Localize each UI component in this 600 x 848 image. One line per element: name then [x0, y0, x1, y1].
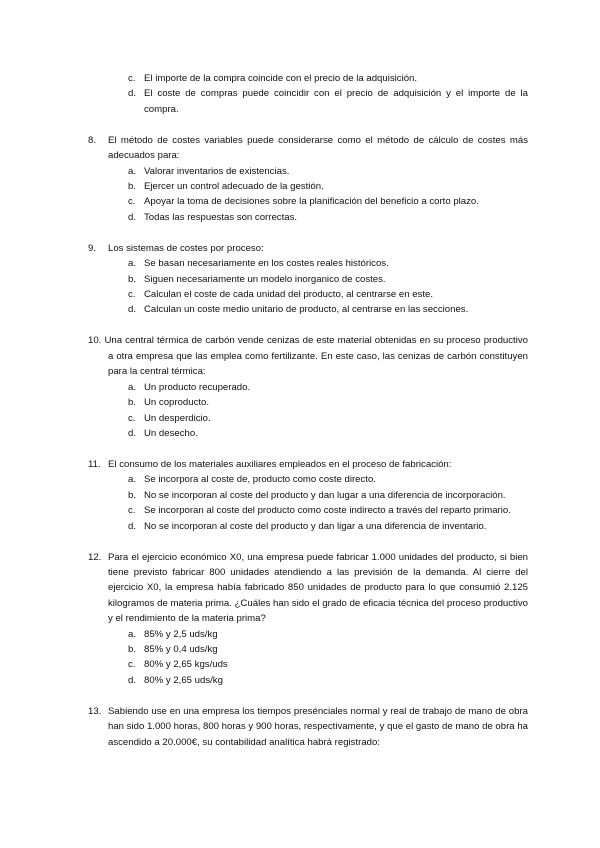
option-letter: b. — [128, 397, 137, 409]
question-body: Una central térmica de carbón vende cenizas de este material obtenidas en su proceso productivo a otra empresa que las emplea como fertilizante. En este caso, las cenizas de carbón constituyen para la central térmica: — [104, 335, 528, 378]
option-letter: c. — [128, 659, 136, 671]
question-11 — [88, 457, 528, 534]
option-list — [88, 164, 528, 226]
question-text: El método de costes variables puede considerarse como el método de cálculo de costes más adecuados para: — [108, 134, 528, 162]
option-letter: a. — [128, 258, 137, 270]
option-letter: b. — [128, 489, 137, 501]
option-letter: b. — [128, 643, 137, 655]
continued-options — [88, 71, 528, 117]
option — [128, 256, 528, 271]
option-text: 80% y 2,65 uds/kg — [144, 674, 223, 686]
option-text: No se incorporan al coste del producto y dan lugar a una diferencia de incorporación. — [144, 489, 506, 501]
option — [128, 302, 528, 317]
option-text: Se basan necesariamente en los costes reales históricos. — [144, 258, 389, 270]
option-letter: d. — [128, 88, 137, 100]
option-letter: d. — [128, 674, 137, 686]
option — [128, 657, 528, 672]
option — [128, 673, 528, 688]
option-list — [88, 627, 528, 689]
option-list — [88, 71, 528, 117]
option — [128, 627, 528, 642]
option-text: Calculan un coste medio unitario de producto, al centrarse en las secciones. — [144, 304, 469, 316]
question-number: 12. — [88, 551, 102, 563]
option-text: Un coproducto. — [144, 397, 210, 409]
option-letter: c. — [128, 73, 136, 84]
option — [128, 472, 528, 487]
option — [128, 519, 528, 534]
option-letter: d. — [128, 427, 137, 439]
option — [128, 426, 528, 441]
option-text: Siguen necesariamente un modelo inorganico de costes. — [144, 273, 386, 285]
option-text: Ejercer un control adecuado de la gestión. — [144, 181, 324, 193]
option-letter: a. — [128, 165, 137, 177]
question-text: Para el ejercicio económico X0, una empresa puede fabricar 1.000 unidades del producto, si bien tiene previsto fabricar 800 unidades atendiendo a las previsión de la demanda. Al cierre del ejercicio X0, la empresa había fabricado 850 unidades de producto para lo que consumió 2.125 kilogramos de materia prima. ¿Cuáles han sido el grado de eficacia técnica del proceso productivo y el rendimiento de la materia prima? — [108, 551, 528, 625]
option-list — [88, 380, 528, 442]
option-text: 80% y 2,65 kgs/uds — [144, 659, 228, 671]
option-letter: c. — [128, 412, 136, 424]
option-letter: c. — [128, 289, 136, 301]
question-9 — [88, 241, 528, 318]
option-text: Un desperdicio. — [144, 412, 211, 424]
option — [128, 380, 528, 395]
option — [128, 86, 528, 117]
option-list — [88, 472, 528, 534]
option-text: Calculan el coste de cada unidad del producto, al centrarse en este. — [144, 289, 434, 301]
question-stem — [88, 241, 528, 256]
option-text: Valorar inventarios de existencias. — [144, 165, 290, 177]
option-letter: d. — [128, 211, 137, 223]
question-text — [88, 333, 528, 379]
option — [128, 272, 528, 287]
question-12 — [88, 550, 528, 689]
question-number: 9. — [88, 242, 97, 254]
option-letter: a. — [128, 381, 137, 393]
option-text: 85% y 0,4 uds/kg — [144, 643, 218, 655]
question-stem — [88, 704, 528, 750]
question-number: 13. — [88, 705, 102, 717]
option-text: El importe de la compra coincide con el precio de la adquisición. — [144, 73, 418, 84]
option — [128, 411, 528, 426]
option — [128, 71, 528, 86]
option — [128, 164, 528, 179]
option — [128, 503, 528, 518]
option-letter: a. — [128, 628, 137, 640]
option-text: El coste de compras puede coincidir con el precio de adquisición y el importe de la compra. — [144, 88, 528, 115]
option-letter: c. — [128, 196, 136, 208]
question-8 — [88, 133, 528, 225]
question-stem — [88, 550, 528, 627]
question-number: 11. — [88, 458, 101, 470]
option — [128, 210, 528, 225]
option-letter: a. — [128, 474, 137, 486]
question-stem — [88, 133, 528, 164]
option-list — [88, 256, 528, 318]
question-text: Sabiendo use en una empresa los tiempos presénciales normal y real de trabajo de mano de obra han sido 1.000 horas, 800 horas y 900 horas, respectivamente, y que el gasto de mano de obra ha ascendido a 20.000€, su contabilidad analítica habrá registrado: — [108, 705, 528, 748]
option-letter: d. — [128, 520, 137, 532]
option-text: No se incorporan al coste del producto y dan ligar a una diferencia de inventario. — [144, 520, 487, 532]
option — [128, 395, 528, 410]
option-text: 85% y 2,5 uds/kg — [144, 628, 218, 640]
option-letter: d. — [128, 304, 137, 316]
option-text: Un producto recuperado. — [144, 381, 251, 393]
option — [128, 287, 528, 302]
question-stem — [88, 457, 528, 472]
option — [128, 488, 528, 503]
question-10 — [88, 333, 528, 441]
page-content — [88, 71, 528, 766]
option — [128, 642, 528, 657]
question-text: El consumo de los materiales auxiliares empleados en el proceso de fabricación: — [108, 458, 452, 470]
option-text: Se incorpora al coste de, producto como coste directo. — [144, 474, 376, 486]
option-letter: c. — [128, 505, 136, 517]
question-text: Los sistemas de costes por proceso: — [108, 242, 264, 254]
option-letter: b. — [128, 273, 137, 285]
option-text: Se incorporan al coste del producto como coste indirecto a través del reparto primario. — [144, 505, 511, 517]
question-number: 10. — [88, 335, 102, 347]
question-13 — [88, 704, 528, 750]
option-text: Apoyar la toma de decisiones sobre la planificación del beneficio a corto plazo. — [144, 196, 479, 208]
option — [128, 179, 528, 194]
option — [128, 194, 528, 209]
question-stem — [88, 333, 528, 379]
option-letter: b. — [128, 181, 137, 193]
option-text: Todas las respuestas son correctas. — [144, 211, 298, 223]
option-text: Un desecho. — [144, 427, 198, 439]
question-number: 8. — [88, 134, 97, 146]
